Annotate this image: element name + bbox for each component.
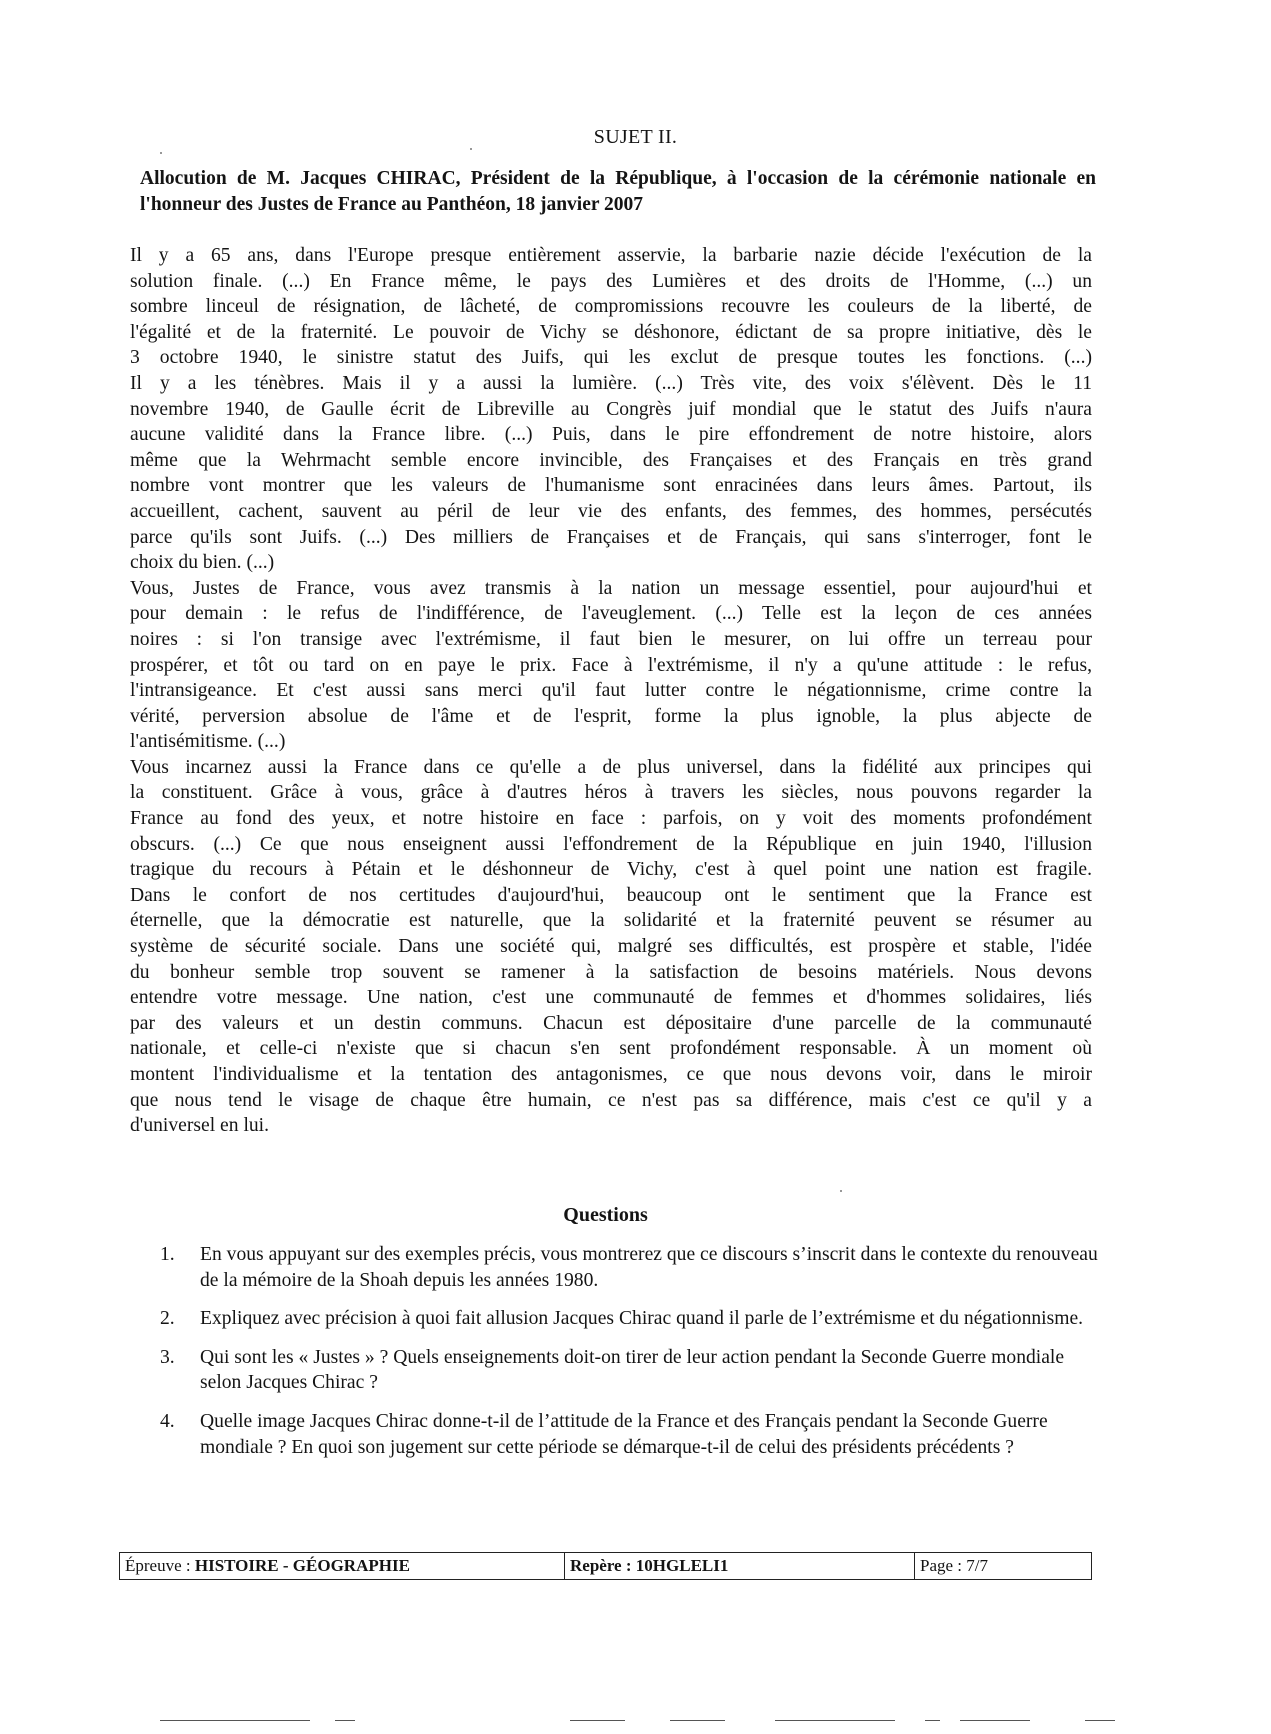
body-line: l'antisémitisme. (...) <box>130 731 286 753</box>
body-line: système de sécurité sociale. Dans une société qui, malgré ses difficultés, est prospère et stable, l'idée <box>130 936 1092 958</box>
scan-artifact-line <box>160 1720 310 1721</box>
scan-artifact-line <box>960 1720 1030 1721</box>
scan-artifact-line <box>925 1720 940 1721</box>
footer-repere-value: 10HGLELI1 <box>635 1556 729 1575</box>
body-line: France au fond des yeux, et notre histoire en face : parfois, on y voit des moments profondément <box>130 808 1092 830</box>
subject-title: SUJET II. <box>593 126 678 148</box>
body-line: la constituent. Grâce à vous, grâce à d'autres héros à travers les siècles, nous pouvons regarder la <box>130 782 1092 804</box>
body-line: accueillent, cachent, sauvent au péril de leur vie des enfants, des femmes, des hommes, persécutés <box>130 500 1092 522</box>
question-text: Qui sont les « Justes » ? Quels enseignements doit-on tirer de leur action pendant la Seconde Guerre mondiale selon Jacques Chirac ? <box>200 1346 1065 1394</box>
question-item <box>160 1242 1100 1293</box>
body-line: vérité, perversion absolue de l'âme et de l'esprit, forme la plus ignoble, la plus abjecte de <box>130 705 1092 727</box>
body-line: d'universel en lui. <box>130 1115 270 1137</box>
body-line: par des valeurs et un destin communs. Chacun est dépositaire d'une parcelle de la communauté <box>130 1012 1092 1034</box>
body-line: montent l'individualisme et la tentation des antagonismes, ce que nous devons voir, dans le miroir <box>130 1064 1092 1085</box>
question-item <box>160 1409 1100 1460</box>
scan-speck <box>160 152 162 154</box>
questions-list <box>160 1242 1100 1473</box>
footer-epreuve-value: HISTOIRE - GÉOGRAPHIE <box>194 1556 410 1575</box>
footer-page-label: Page : <box>920 1556 963 1575</box>
body-line: même que la Wehrmacht semble encore invincible, des Françaises et des Français en très grand <box>130 449 1092 471</box>
body-line: l'égalité et de la fraternité. Le pouvoir de Vichy se déshonore, édictant de sa propre initiative, dès le <box>130 321 1092 343</box>
body-line: sombre linceul de résignation, de lâcheté, de compromissions recouvre les couleurs de la liberté, de <box>130 296 1092 318</box>
question-item <box>160 1345 1100 1396</box>
exam-footer <box>119 1552 1092 1580</box>
body-line: aucune validité dans la France libre. (...) Puis, dans le pire effondrement de notre histoire, alors <box>130 424 1092 446</box>
footer-page-value: 7/7 <box>966 1556 989 1575</box>
body-line: pour demain : le refus de l'indifférence, de l'aveuglement. (...) Telle est la leçon de ces années <box>130 603 1092 625</box>
body-line: entendre votre message. Une nation, c'est une communauté de femmes et d'hommes solidaires, liés <box>130 987 1092 1009</box>
speech-body <box>130 243 1092 1139</box>
scan-speck <box>840 1190 842 1192</box>
scan-artifact-line <box>1085 1720 1115 1721</box>
body-line: tragique du recours à Pétain et le déshonneur de Vichy, c'est à quel point une nation est fragile. <box>130 859 1092 881</box>
speech-heading: Allocution de M. Jacques CHIRAC, Président de la République, à l'occasion de la cérémonie nationale en l'honneur des Justes de France au Panthéon, 18 janvier 2007 <box>140 168 1096 215</box>
footer-repere <box>564 1553 914 1579</box>
body-line: l'intransigeance. Et c'est aussi sans merci qu'il faut lutter contre le négationnisme, crime contre la <box>130 680 1092 702</box>
question-number: 1. <box>160 1244 175 1265</box>
question-number: 4. <box>160 1410 175 1432</box>
footer-epreuve <box>120 1553 564 1579</box>
scan-artifact-line <box>570 1720 625 1721</box>
question-number: 2. <box>160 1308 175 1330</box>
body-line: parce qu'ils sont Juifs. (...) Des milliers de Françaises et de Français, qui sans s'interroger, font le <box>130 526 1092 548</box>
body-line: Vous, Justes de France, vous avez transmis à la nation un message essentiel, pour aujourd'hui et <box>130 577 1092 599</box>
questions-title: Questions <box>563 1204 648 1226</box>
body-line: choix du bien. (...) <box>130 552 275 574</box>
question-text: En vous appuyant sur des exemples précis, vous montrerez que ce discours s’inscrit dans le contexte du renouveau de la mémoire de la Shoah depuis les années 1980. <box>200 1244 1098 1291</box>
body-line: Il y a 65 ans, dans l'Europe presque entièrement asservie, la barbarie nazie décide l'exécution de la <box>130 245 1092 266</box>
question-item <box>160 1306 1100 1332</box>
body-line: nationale, et celle-ci n'existe que si chacun s'en sent profondément responsable. À un moment où <box>130 1038 1092 1060</box>
footer-repere-label: Repère : <box>570 1556 632 1575</box>
scan-artifact-line <box>335 1720 355 1721</box>
body-line: Vous incarnez aussi la France dans ce qu'elle a de plus universel, dans la fidélité aux principes qui <box>130 756 1092 778</box>
footer-page <box>914 1553 1091 1579</box>
scan-artifact-line <box>775 1720 895 1721</box>
question-text: Expliquez avec précision à quoi fait allusion Jacques Chirac quand il parle de l’extrémisme et du négationnisme. <box>200 1308 1084 1330</box>
footer-epreuve-label: Épreuve : <box>125 1556 191 1575</box>
body-line: prospérer, et tôt ou tard on en paye le prix. Face à l'extrémisme, il n'y a qu'une attitude : le refus, <box>130 654 1092 676</box>
body-line: du bonheur semble trop souvent se ramener à la satisfaction de besoins matériels. Nous devons <box>130 961 1092 983</box>
body-line: que nous tend le visage de chaque être humain, ce n'est pas sa différence, mais c'est ce qu'il y a <box>130 1089 1092 1111</box>
body-line: Il y a les ténèbres. Mais il y a aussi la lumière. (...) Très vite, des voix s'élèvent. Dès le 11 <box>130 372 1092 394</box>
body-line: obscurs. (...) Ce que nous enseignent aussi l'effondrement de la République en juin 1940, l'illusion <box>130 833 1092 855</box>
question-text: Quelle image Jacques Chirac donne-t-il de l’attitude de la France et des Français pendant la Seconde Guerre mondiale ? En quoi son jugement sur cette période se démarque-t-il de celui des présidents précédents ? <box>200 1410 1048 1458</box>
body-line: éternelle, que la démocratie est naturelle, que la solidarité et la fraternité peuvent se résumer au <box>130 910 1092 932</box>
body-line: solution finale. (...) En France même, le pays des Lumières et des droits de l'Homme, (...) un <box>130 270 1092 292</box>
scan-speck <box>470 148 472 150</box>
body-line: nombre vont montrer que les valeurs de l'humanisme sont enracinées dans leurs âmes. Partout, ils <box>130 475 1092 497</box>
question-number: 3. <box>160 1346 175 1368</box>
body-line: novembre 1940, de Gaulle écrit de Libreville au Congrès juif mondial que le statut des Juifs n'aura <box>130 398 1092 420</box>
body-line: 3 octobre 1940, le sinistre statut des Juifs, qui les exclut de presque toutes les fonctions. (...) <box>130 347 1092 369</box>
scan-artifact-line <box>670 1720 725 1721</box>
body-line: Dans le confort de nos certitudes d'aujourd'hui, beaucoup ont le sentiment que la France est <box>130 884 1092 906</box>
body-line: noires : si l'on transige avec l'extrémisme, il faut bien le mesurer, on lui offre un terreau pour <box>130 628 1092 650</box>
